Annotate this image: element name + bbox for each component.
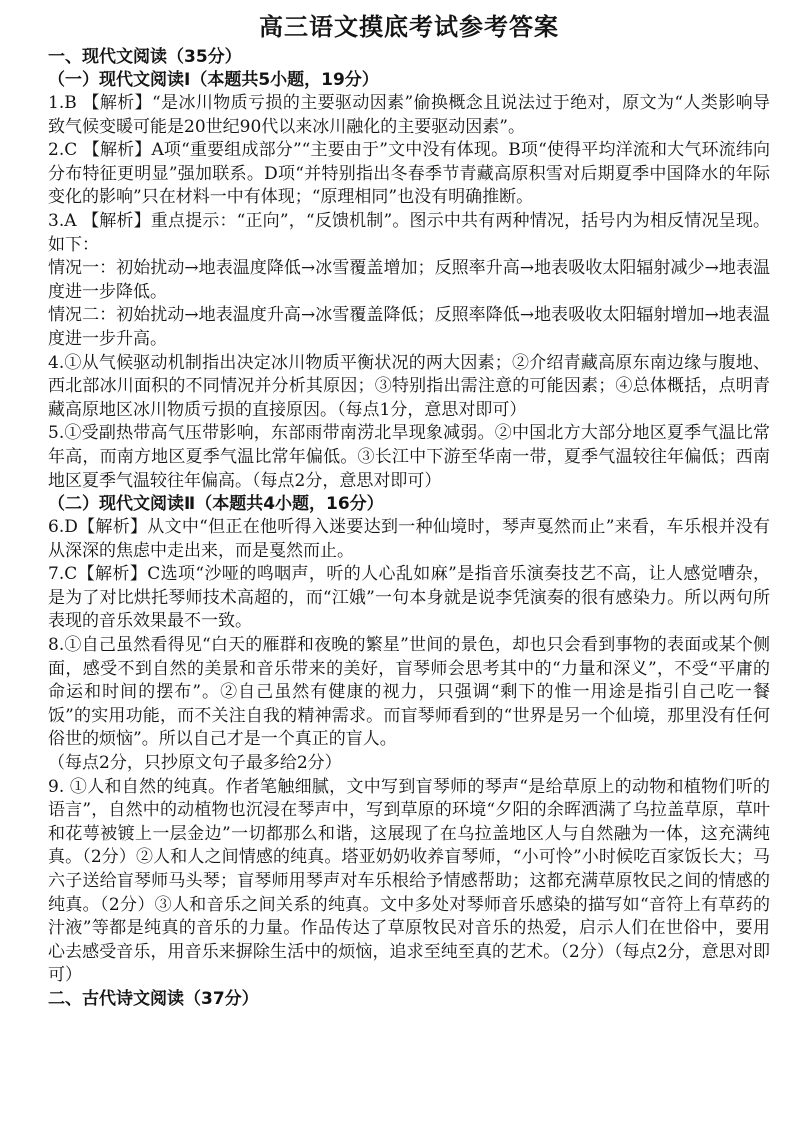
answer-q3: 3.A 【解析】重点提示：“正向”，“反馈机制”。图示中共有两种情况，括号内为相反情况呈现。如下：	[48, 210, 770, 255]
section-1-heading: 一、现代文阅读（35分）	[48, 47, 242, 67]
answer-q1: 1.B 【解析】“是冰川物质亏损的主要驱动因素”偷换概念且说法过于绝对，原文为“人类影响导致气候变暖可能是20世纪90代以来冰川融化的主要驱动因素”。	[48, 93, 770, 137]
answer-q5: 5.①受副热带高气压带影响，东部雨带南涝北旱现象减弱。②中国北方大部分地区夏季气温比常年高，而南方地区夏季气温比常年偏低。③长江中下游至华南一带，夏季气温较往年偏低；西南地区夏季气温较往年偏高。（每点2分，意思对即可）	[48, 423, 770, 491]
answer-q6: 6.D【解析】从文中“但正在他听得入迷要达到一种仙境时，琴声戛然而止”来看，车乐根并没有从深深的焦虑中走出来，而是戛然而止。	[48, 517, 770, 561]
answer-q3-case-2: 情况二：初始扰动→地表温度升高→冰雪覆盖降低；反照率降低→地表吸收太阳辐射增加→地表温度进一步升高。	[48, 305, 770, 349]
answer-q8-scoring-note: （每点2分，只抄原文句子最多给2分）	[48, 753, 342, 774]
answer-q2: 2.C 【解析】A项“重要组成部分”“主要由于”文中没有体现。B项“使得平均洋流和大气环流纬向分布特征更明显”强加联系。D项“并特别指出冬春季节青藏高原积雪对后期夏季中国降水的年际变化的影响”只在材料一中有体现；“原理相同”也没有明确推断。	[48, 140, 770, 208]
answer-q4: 4.①从气候驱动机制指出决定冰川物质平衡状况的两大因素；②介绍青藏高原东南边缘与腹地、西北部冰川面积的不同情况并分析其原因；③特别指出需注意的可能因素；④总体概括，点明青藏高原地区冰川物质亏损的直接原因。（每点1分，意思对即可）	[48, 352, 770, 420]
part-2-heading: （二）现代文阅读Ⅱ（本题共4小题，16分）	[48, 494, 384, 515]
section-2-heading: 二、古代诗文阅读（37分）	[48, 988, 259, 1009]
part-1-heading: （一）现代文阅读Ⅰ（本题共5小题，19分）	[48, 70, 379, 90]
document-title: 高三语文摸底考试参考答案	[259, 13, 559, 41]
answer-q8: 8.①自己虽然看得见“白天的雁群和夜晚的繁星”世间的景色，却也只会看到事物的表面或某个侧面，感受不到自然的美景和音乐带来的美好，盲琴师会思考其中的“力量和深义”，不受“平庸的命运和时间的摆布”。②自己虽然有健康的视力，只强调“剩下的惟一用途是指引自己吃一餐饭”的实用功能，而不关注自我的精神需求。而盲琴师看到的“世界是另一个仙境，那里没有任何俗世的烦恼”。所以自己才是一个真正的盲人。	[48, 635, 770, 750]
answer-q7: 7.C【解析】C选项“沙哑的鸣咽声，听的人心乱如麻”是指音乐演奏技艺不高，让人感觉嘈杂，是为了对比烘托琴师技术高超的，而“江娥”一句本身就是说李凭演奏的很有感染力。所以两句所表现的音乐效果最不一致。	[48, 564, 770, 632]
answer-q9: 9. ①人和自然的纯真。作者笔触细腻，文中写到盲琴师的琴声“是给草原上的动物和植物们听的语言”，自然中的动植物也沉浸在琴声中，写到草原的环境“夕阳的余晖洒满了乌拉盖草原，草叶和花萼被镀上一层金边”一切都那么和谐，这展现了在乌拉盖地区人与自然融为一体，这充满纯真。（2分）②人和人之间情感的纯真。塔亚奶奶收养盲琴师，“小可怜”小时候吃百家饭长大；马六子送给盲琴师马头琴；盲琴师用琴声对车乐根给予情感帮助；这都充满草原牧民之间的情感的纯真。（2分）③人和音乐之间关系的纯真。文中多处对琴师音乐感染的描写如“音符上有草药的汁液”等都是纯真的音乐的力量。作品传达了草原牧民对音乐的热爱，启示人们在世俗中，要用心去感受音乐，用音乐来摒除生活中的烦恼，追求至纯至真的艺术。（2分）（每点2分，意思对即可）	[48, 776, 770, 986]
answer-q3-case-1: 情况一：初始扰动→地表温度降低→冰雪覆盖增加；反照率升高→地表吸收太阳辐射减少→地表温度进一步降低。	[48, 258, 770, 302]
